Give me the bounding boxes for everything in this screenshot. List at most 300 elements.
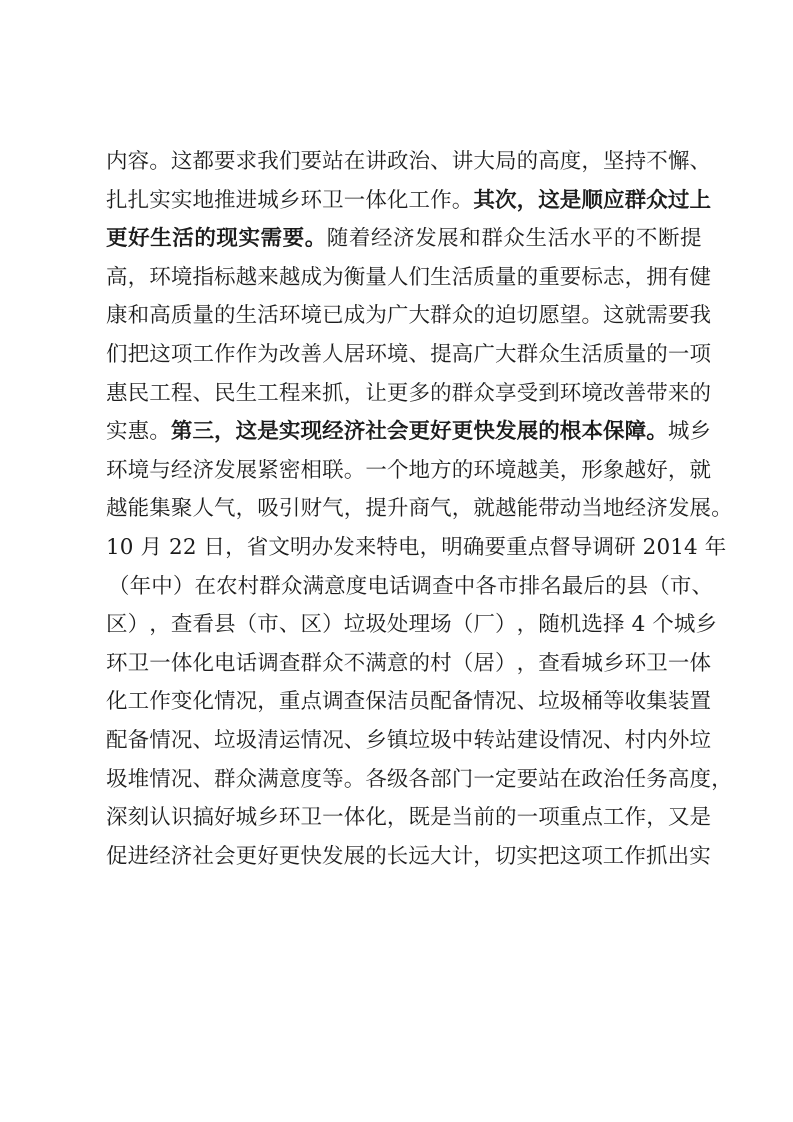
body-glyph: 群 [430,303,452,329]
body-glyph: 看 [559,650,582,676]
body-glyph: 我 [257,149,279,174]
body-glyph: 的 [214,303,236,329]
body-glyph: 作 [214,341,236,367]
body-glyph: 不 [635,226,658,252]
body-glyph: 境 [494,457,517,483]
body-glyph: 实 [278,419,301,445]
body-glyph: 圾 [559,689,582,715]
body-glyph: 况 [170,727,193,753]
body-glyph: 年 [129,573,152,599]
body-glyph: ， [343,496,366,522]
body-glyph: 好 [430,419,452,445]
body-glyph: 当 [581,496,604,522]
body-glyph: 一 [322,805,344,831]
body-glyph: 区 [106,612,128,638]
body-glyph: 人 [192,496,215,522]
body-glyph: 量 [624,341,647,367]
body-glyph: 、 [192,727,215,753]
body-glyph: 坚 [603,149,625,174]
body-glyph: 着 [348,226,371,252]
body-glyph: ， [516,650,539,676]
body-glyph: 2 [182,534,197,560]
body-glyph: 卫 [646,650,668,676]
body-glyph: 搞 [192,805,215,831]
body-glyph: 又 [667,805,690,831]
body-glyph: 就 [689,457,712,483]
body-glyph: 最 [561,573,584,599]
body-glyph: 一 [343,187,366,213]
body-glyph: 调 [257,650,279,676]
body-glyph: 众 [280,573,303,599]
body-glyph: 的 [430,380,452,406]
body-glyph: 次 [494,187,517,213]
body-glyph: 让 [365,380,387,406]
body-glyph: 排 [518,573,541,599]
body-glyph: 度 [689,766,712,792]
body-glyph: 化 [192,689,215,715]
body-glyph: 扎 [106,187,128,213]
body-glyph: 况 [170,766,193,792]
body-glyph: 垃 [214,727,236,753]
body-glyph: 选 [581,612,604,638]
body-glyph [134,529,141,568]
body-glyph: 圾 [106,766,128,792]
body-glyph: ） [322,612,344,638]
body-glyph: 保 [603,419,625,445]
body-glyph: 气 [322,496,344,522]
body-glyph: 到 [538,380,560,406]
body-glyph: 、 [691,573,714,599]
body-glyph: 是 [257,419,279,445]
body-glyph: 活 [257,303,279,329]
body-glyph: 越 [106,496,128,522]
body-glyph: 境 [127,457,150,483]
body-glyph: 这 [603,303,625,329]
body-glyph: 查 [343,689,366,715]
body-glyph: 生 [430,264,452,290]
body-glyph: （ [451,612,474,638]
body-glyph: 和 [459,226,481,252]
body-glyph: 高 [451,341,474,367]
body-glyph: 重 [506,534,528,560]
body-glyph: 卫 [300,805,323,831]
body-glyph: 更 [408,419,431,445]
body-glyph: 保 [365,689,387,715]
body-text-column [106,143,733,876]
body-glyph: 理 [408,612,431,638]
body-glyph: 商 [408,496,431,522]
body-glyph: 大 [494,341,517,367]
body-glyph: 。 [343,457,366,483]
body-glyph: 。 [343,766,366,792]
body-glyph: 名 [540,573,562,599]
body-glyph: 转 [473,727,495,753]
body-glyph: 特 [376,534,399,560]
body-glyph: 要 [667,303,690,329]
body-glyph: 随 [538,612,560,638]
body-text-run: 促进经济社会更好更快发展的长远大计，切实把这项工作抓出实 [106,843,711,869]
body-glyph: 调 [410,573,433,599]
body-glyph: 的 [646,341,668,367]
body-glyph: 当 [451,805,474,831]
body-glyph: 城 [257,187,279,213]
body-glyph: 环 [278,303,301,329]
body-glyph: 外 [667,727,690,753]
body-glyph: 济 [646,496,668,522]
body-glyph: 随 [326,226,349,252]
body-glyph: 重 [538,264,560,290]
body-glyph: 桶 [581,689,604,715]
body-glyph: 已 [322,303,344,329]
body-glyph: 生 [235,380,258,406]
body-glyph: 高 [538,149,560,174]
body-glyph: 的 [613,226,636,252]
body-glyph: ， [624,264,647,290]
body-glyph: 变 [170,689,193,715]
body-glyph: 卫 [127,650,150,676]
body-glyph: 众 [473,380,495,406]
body-glyph: 我 [689,303,712,329]
body-glyph: 。 [646,419,668,445]
body-glyph: 发 [333,534,355,560]
body-glyph: 工 [192,341,215,367]
body-glyph: 济 [192,457,215,483]
body-glyph [636,529,643,568]
body-glyph: 2 [169,534,183,560]
body-glyph: 话 [388,573,411,599]
body-line [106,143,712,182]
body-glyph: 其 [473,187,495,213]
body-glyph: 民 [214,380,236,406]
body-glyph: 紧 [257,457,279,483]
body-glyph: 。 [304,226,327,252]
body-glyph: 众 [235,766,258,792]
body-glyph: 环 [559,380,582,406]
body-glyph: 持 [624,149,647,174]
body-glyph: ， [257,689,279,715]
body-glyph: 群 [516,341,539,367]
body-glyph: 为 [322,264,344,290]
body-line [106,375,712,414]
body-glyph: 一 [365,457,387,483]
body-glyph: 高 [106,264,128,290]
body-glyph: 况 [235,689,258,715]
body-glyph: 满 [365,650,387,676]
body-glyph: 境 [386,341,409,367]
body-glyph: 垃 [689,727,712,753]
body-glyph [625,606,632,645]
body-glyph: 、 [430,149,452,174]
body-glyph: 省 [246,534,269,560]
body-glyph: 容 [127,149,150,174]
body-glyph: 群 [451,380,474,406]
body-glyph: 的 [408,650,431,676]
body-line [106,606,718,645]
body-glyph: 在 [559,766,582,792]
body-glyph: 环 [624,650,647,676]
body-glyph: 识 [170,805,193,831]
body-glyph: 满 [302,573,325,599]
body-glyph: 政 [386,149,409,174]
body-glyph: 备 [127,727,150,753]
body-glyph: 境 [170,264,193,290]
body-glyph: 工 [408,187,431,213]
body-glyph: 卫 [322,187,344,213]
body-glyph: 工 [149,380,171,406]
body-glyph: 4 [631,612,646,638]
body-glyph: 带 [646,380,668,406]
body-glyph: 迫 [494,303,517,329]
body-glyph: 。 [581,303,604,329]
body-glyph: 市 [669,573,692,599]
body-glyph: 垃 [538,689,560,715]
body-glyph: 县 [626,573,649,599]
body-glyph: 4 [684,534,698,560]
body-glyph: 况 [322,727,344,753]
body-glyph [645,606,652,645]
body-glyph: 化 [106,689,128,715]
body-glyph: ） [172,573,195,599]
body-glyph: 乡 [603,650,625,676]
body-glyph: 发 [415,226,437,252]
body-glyph: 情 [300,727,323,753]
body-glyph: 康 [106,303,128,329]
body-glyph: 好 [128,226,150,252]
body-glyph: 众 [646,187,668,213]
body-line [106,568,714,607]
body-glyph: 工 [127,689,150,715]
body-line [106,413,712,452]
body-glyph: 人 [386,264,409,290]
body-glyph: 情 [149,766,171,792]
body-glyph: 区 [300,612,323,638]
body-glyph: 择 [603,612,625,638]
body-glyph: 等 [322,766,344,792]
body-glyph: 各 [365,766,387,792]
body-glyph: 经 [170,457,193,483]
body-glyph: 的 [194,226,216,252]
body-glyph: 的 [451,457,474,483]
body-glyph: 电 [398,534,420,560]
body-glyph: 愿 [538,303,560,329]
body-glyph: 站 [494,727,517,753]
body-glyph: 本 [581,419,604,445]
body-glyph: 地 [408,457,431,483]
body-glyph: 部 [430,766,452,792]
body-glyph: 处 [386,612,409,638]
body-glyph: 升 [386,496,409,522]
body-glyph: 程 [170,380,193,406]
body-glyph: 垃 [343,612,366,638]
body-glyph: 标 [581,264,604,290]
body-glyph: 置 [689,689,712,715]
body-glyph: 堆 [127,766,150,792]
body-glyph: 一 [667,650,690,676]
body-glyph: 更 [451,419,474,445]
body-glyph: 来 [667,380,690,406]
body-line [106,761,733,800]
body-glyph: 需 [260,226,283,252]
body-glyph: 意 [324,573,346,599]
body-glyph: 展 [235,457,258,483]
body-glyph: 圾 [430,727,452,753]
body-line [106,297,712,336]
body-glyph: 群 [481,226,503,252]
body-glyph: 作 [624,805,647,831]
body-glyph: 局 [494,149,517,174]
body-glyph: ， [646,805,668,831]
body-glyph: 、 [603,727,625,753]
body-glyph: 志 [603,264,625,290]
body-glyph: 点 [581,805,604,831]
body-glyph: 研 [614,534,636,560]
body-glyph: 环 [106,457,128,483]
body-glyph: 乡 [257,805,279,831]
body-glyph: 要 [484,534,507,560]
body-glyph: 越 [278,264,301,290]
body-glyph: 实 [238,226,261,252]
body-glyph: 市 [496,573,519,599]
body-glyph: 圾 [365,612,387,638]
body-glyph: 意 [278,766,301,792]
body-glyph: 望 [559,303,582,329]
body-glyph: 众 [451,303,474,329]
body-glyph: 居 [473,650,495,676]
body-glyph [162,529,169,568]
body-line [106,452,712,491]
body-glyph: 活 [172,226,194,252]
body-glyph: ， [386,805,409,831]
body-glyph: 成 [300,264,323,290]
body-glyph: ， [419,534,442,560]
body-glyph: 市 [257,612,279,638]
body-glyph: 扎 [127,187,150,213]
body-glyph: 讲 [451,149,474,174]
body-glyph: 作 [430,187,452,213]
body-glyph: 这 [149,341,171,367]
body-glyph: 多 [408,380,431,406]
body-glyph: 上 [689,187,712,213]
body-glyph: 查 [538,650,560,676]
body-glyph: 高 [149,303,171,329]
body-glyph: 个 [652,612,674,638]
body-glyph: 更 [106,226,128,252]
body-glyph: 相 [300,457,323,483]
body-glyph: 月 [140,534,163,560]
body-glyph: 境 [300,303,323,329]
body-glyph: 情 [559,727,582,753]
body-glyph: 现 [216,226,238,252]
body-glyph: 济 [393,226,415,252]
body-glyph: 体 [343,805,366,831]
body-glyph: 政 [581,766,604,792]
body-glyph: 。 [149,419,171,445]
body-glyph: ， [235,496,258,522]
body-glyph: 生 [235,303,258,329]
body-glyph: 0 [119,534,134,560]
body-glyph: 障 [624,419,647,445]
body-line [106,182,712,221]
body-glyph: 乡 [695,612,718,638]
body-glyph: 个 [386,457,409,483]
body-glyph: 展 [516,419,539,445]
body-glyph: 生 [559,341,582,367]
body-line [106,220,702,259]
body-glyph: 镇 [386,727,409,753]
body-glyph: 和 [127,303,150,329]
body-glyph: 实 [149,187,171,213]
body-glyph: 要 [282,226,305,252]
body-glyph: 进 [235,187,258,213]
body-glyph: 要 [559,264,582,290]
body-glyph: 情 [214,689,236,715]
body-glyph: 环 [149,264,171,290]
body-glyph: 三 [192,419,215,445]
body-glyph: 民 [127,380,150,406]
body-glyph: 作 [235,341,258,367]
body-glyph: 垃 [408,727,431,753]
body-glyph: 群 [300,650,323,676]
body-glyph: 门 [451,766,474,792]
body-glyph: 济 [343,419,366,445]
body-glyph: ， [711,766,733,792]
body-line [106,683,712,722]
body-glyph: 在 [194,573,217,599]
body-glyph: 治 [408,149,431,174]
body-glyph: 环 [300,187,323,213]
body-glyph: 顺 [581,187,604,213]
body-glyph: 查 [170,612,193,638]
body-glyph: 确 [462,534,485,560]
body-glyph: 生 [525,226,548,252]
body-glyph: 等 [603,689,625,715]
body-glyph: 查 [432,573,454,599]
body-line [106,838,711,877]
body-glyph: 改 [278,341,301,367]
body-glyph: 指 [192,264,215,290]
body-glyph: 场 [430,612,452,638]
body-glyph: 是 [430,805,452,831]
body-glyph: 况 [581,727,604,753]
body-glyph: 环 [473,457,495,483]
body-glyph: 聚 [170,496,193,522]
body-glyph: 需 [646,303,668,329]
body-glyph: 情 [473,689,495,715]
body-glyph: 越 [235,264,258,290]
body-glyph: 、 [192,766,215,792]
body-glyph: 境 [581,380,604,406]
body-glyph: 成 [343,303,366,329]
body-glyph: ， [516,612,539,638]
body-glyph: 在 [343,149,366,174]
body-glyph: 度 [345,573,368,599]
body-glyph: 项 [170,341,193,367]
body-glyph: 明 [289,534,312,560]
body-glyph: 善 [300,341,323,367]
body-glyph: 就 [624,303,647,329]
body-glyph: 现 [300,419,323,445]
body-glyph: 一 [516,805,539,831]
body-glyph: 把 [127,341,150,367]
body-line [106,799,712,838]
body-glyph: 厂 [473,612,495,638]
body-glyph: ， [214,419,236,445]
body-glyph: 治 [603,766,625,792]
body-glyph: 来 [300,380,323,406]
body-glyph: 、 [343,727,366,753]
body-glyph: 经 [370,226,393,252]
body-glyph: 财 [300,496,323,522]
